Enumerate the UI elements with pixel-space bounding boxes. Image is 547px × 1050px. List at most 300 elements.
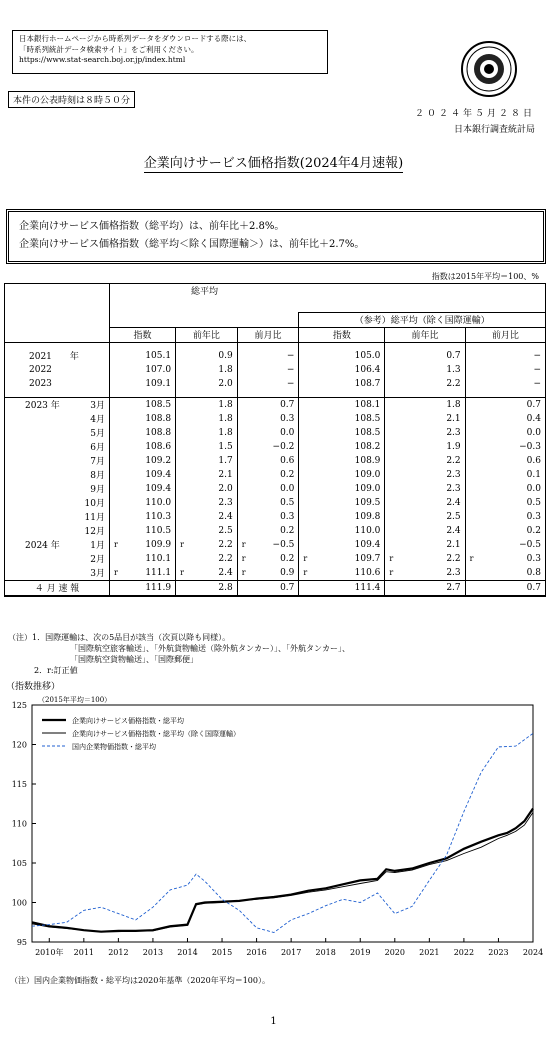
cell-v6 bbox=[465, 440, 545, 454]
x-tick-label: 2020 bbox=[384, 948, 405, 957]
cell-v5 bbox=[385, 397, 465, 412]
table-row bbox=[5, 538, 546, 552]
cell-v1 bbox=[110, 397, 176, 412]
x-tick-label: 2016 bbox=[246, 948, 267, 957]
table-row bbox=[5, 566, 546, 581]
series-line-3 bbox=[32, 733, 533, 932]
x-tick-label: 2012 bbox=[108, 948, 129, 957]
cell-value: 2.0 bbox=[218, 378, 233, 389]
cell-v6 bbox=[465, 454, 545, 468]
cell-value: 111.1 bbox=[145, 567, 172, 578]
cell-value: 0.3 bbox=[526, 553, 541, 564]
row-label bbox=[5, 524, 110, 538]
cell-value: 2.1 bbox=[218, 469, 233, 480]
table-row bbox=[5, 440, 546, 454]
cell-v1 bbox=[110, 524, 176, 538]
cell-v3 bbox=[237, 482, 299, 496]
cell-v2 bbox=[176, 454, 238, 468]
release-date: ２０２４年５月２８日 bbox=[414, 109, 535, 119]
cell-v5 bbox=[385, 552, 465, 566]
cell-value: 111.9 bbox=[145, 582, 172, 593]
table-row bbox=[5, 510, 546, 524]
cell-value: −0.5 bbox=[519, 539, 541, 550]
cell-v4 bbox=[299, 524, 385, 538]
cell-value: 0.7 bbox=[526, 399, 541, 410]
cell-value: 108.7 bbox=[354, 378, 381, 389]
x-tick-label: 2017 bbox=[280, 948, 302, 957]
legend-label-3: 国内企業物価指数・総平均 bbox=[72, 743, 156, 751]
cell-v5 bbox=[385, 496, 465, 510]
cell-v2 bbox=[176, 412, 238, 426]
cell-value: 109.8 bbox=[354, 511, 381, 522]
cell-value: 2.7 bbox=[446, 582, 461, 593]
cell-value: 108.1 bbox=[354, 399, 381, 410]
cell-v1 bbox=[110, 426, 176, 440]
cell-value: 1.7 bbox=[218, 455, 233, 466]
cell-v6 bbox=[465, 482, 545, 496]
cell-v5 bbox=[385, 349, 465, 363]
cell-v2 bbox=[176, 524, 238, 538]
index-trend-chart bbox=[0, 690, 547, 965]
notice-line-1: 日本銀行ホームページから時系列データをダウンロードする際には、 bbox=[19, 34, 252, 43]
cell-v1 bbox=[110, 510, 176, 524]
cell-value: 0.9 bbox=[218, 350, 233, 361]
revised-flag: r bbox=[303, 553, 308, 563]
cell-value: 105.0 bbox=[354, 350, 381, 361]
cell-v6 bbox=[465, 496, 545, 510]
row-month: 8月 bbox=[90, 471, 105, 481]
cell-value: 0.3 bbox=[280, 511, 295, 522]
cell-value: 109.0 bbox=[354, 483, 381, 494]
cell-value: 0.0 bbox=[280, 483, 295, 494]
cell-value: 0.7 bbox=[526, 582, 541, 593]
cell-value: 1.8 bbox=[218, 413, 233, 424]
cell-value: 0.2 bbox=[280, 469, 295, 480]
cell-value: 108.8 bbox=[145, 413, 172, 424]
row-label bbox=[5, 552, 110, 566]
cell-value: −0.2 bbox=[272, 441, 295, 452]
cell-v5 bbox=[385, 566, 465, 581]
cell-value: 2.3 bbox=[446, 469, 461, 480]
row-label bbox=[5, 426, 110, 440]
row-month: 10月 bbox=[84, 499, 105, 509]
revised-flag: r bbox=[114, 539, 118, 549]
x-tick-label: 2010年 bbox=[35, 948, 64, 957]
row-month: 2月 bbox=[90, 555, 105, 565]
summary-line-2: 企業向けサービス価格指数（総平均＜除く国際運輸＞）は、前年比＋2.7%。 bbox=[19, 239, 365, 250]
cell-v3 bbox=[237, 538, 299, 552]
cell-value: 0.8 bbox=[526, 567, 541, 578]
cell-value: 109.4 bbox=[145, 483, 172, 494]
col-header-yoy-ex: 前年比 bbox=[385, 327, 465, 342]
cell-v4 bbox=[299, 510, 385, 524]
cell-value: − bbox=[533, 378, 541, 389]
cell-value: 110.6 bbox=[354, 567, 381, 578]
cell-v2 bbox=[176, 426, 238, 440]
cell-v4 bbox=[299, 496, 385, 510]
cell-value: 109.9 bbox=[145, 539, 172, 550]
cell-v3 bbox=[237, 397, 299, 412]
cell-v4 bbox=[299, 552, 385, 566]
cell-v1 bbox=[110, 363, 176, 377]
cell-value: − bbox=[533, 364, 541, 375]
cell-v1 bbox=[110, 552, 176, 566]
page-number: 1 bbox=[270, 1016, 277, 1027]
table-notes bbox=[8, 632, 350, 676]
cell-value: 1.9 bbox=[446, 441, 461, 452]
publication-time-notice: 本件の公表時刻は８時５０分 bbox=[8, 91, 135, 108]
cell-value: 2.2 bbox=[446, 378, 461, 389]
cell-v3 bbox=[237, 496, 299, 510]
revised-flag: r bbox=[303, 567, 308, 577]
cell-v3 bbox=[237, 412, 299, 426]
cell-v6 bbox=[465, 468, 545, 482]
row-label bbox=[5, 468, 110, 482]
cell-v5 bbox=[385, 363, 465, 377]
cell-v4 bbox=[299, 363, 385, 377]
revised-flag: r bbox=[180, 567, 184, 577]
x-tick-label: 2018 bbox=[315, 948, 336, 957]
cell-value: 2.1 bbox=[446, 539, 461, 550]
col-header-index: 指数 bbox=[110, 327, 176, 342]
cell-v4 bbox=[299, 412, 385, 426]
cell-value: 0.2 bbox=[280, 525, 295, 536]
cell-v2 bbox=[176, 397, 238, 412]
cell-value: 2.2 bbox=[446, 553, 461, 564]
note-1: （注）1．国際運輸は、次の5品目が該当（次頁以降も同様）。 bbox=[8, 633, 231, 642]
cell-v4 bbox=[299, 377, 385, 391]
cell-v4 bbox=[299, 426, 385, 440]
latest-v3 bbox=[237, 580, 299, 596]
cell-value: 2.3 bbox=[218, 497, 233, 508]
cell-value: 109.4 bbox=[354, 539, 381, 550]
cell-value: 0.0 bbox=[526, 483, 541, 494]
row-year: 2023 年 bbox=[25, 401, 60, 411]
cell-value: 110.3 bbox=[145, 511, 172, 522]
cell-v6 bbox=[465, 363, 545, 377]
row-label bbox=[5, 412, 110, 426]
series-line-2 bbox=[32, 812, 533, 931]
cell-v3 bbox=[237, 524, 299, 538]
cell-value: − bbox=[286, 364, 295, 375]
cell-value: 0.3 bbox=[280, 413, 295, 424]
boj-seal-icon bbox=[460, 40, 518, 98]
cell-v1 bbox=[110, 468, 176, 482]
row-month: 5月 bbox=[90, 429, 105, 439]
table-row bbox=[5, 496, 546, 510]
plot-frame bbox=[32, 705, 533, 942]
cell-value: 106.4 bbox=[354, 364, 381, 375]
cell-v1 bbox=[110, 440, 176, 454]
cell-v2 bbox=[176, 496, 238, 510]
row-label: 2022 bbox=[5, 363, 110, 377]
table-row bbox=[5, 412, 546, 426]
cell-v6 bbox=[465, 510, 545, 524]
cell-value: 109.2 bbox=[145, 455, 172, 466]
cell-value: 1.8 bbox=[446, 399, 461, 410]
table-row bbox=[5, 468, 546, 482]
row-month: 1月 bbox=[90, 541, 105, 551]
cell-value: 2.2 bbox=[446, 455, 461, 466]
row-month: 3月 bbox=[90, 401, 105, 411]
notice-url-link[interactable]: https://www.stat-search.boj.or.jp/index.html bbox=[19, 55, 186, 64]
revised-flag: r bbox=[241, 553, 246, 563]
revised-flag: r bbox=[469, 553, 474, 563]
cell-value: 110.0 bbox=[354, 525, 381, 536]
table-row bbox=[5, 552, 546, 566]
cell-value: 0.2 bbox=[526, 525, 541, 536]
cell-v4 bbox=[299, 566, 385, 581]
cell-value: 110.5 bbox=[145, 525, 172, 536]
x-tick-label: 2022 bbox=[453, 948, 475, 957]
cell-value: 108.2 bbox=[354, 441, 381, 452]
cell-v4 bbox=[299, 454, 385, 468]
x-tick-label: 2023 bbox=[488, 948, 509, 957]
table-row bbox=[5, 524, 546, 538]
cell-value: 2.5 bbox=[218, 525, 233, 536]
cell-v3 bbox=[237, 440, 299, 454]
note-1b: 「国際航空貨物輸送」、「国際郵便」 bbox=[70, 655, 198, 664]
y-tick-label: 95 bbox=[16, 938, 27, 947]
cell-value: 2.8 bbox=[218, 582, 233, 593]
cell-v1 bbox=[110, 349, 176, 363]
cell-value: 108.5 bbox=[354, 413, 381, 424]
cell-value: 0.5 bbox=[526, 497, 541, 508]
latest-row bbox=[5, 580, 546, 596]
row-label bbox=[5, 440, 110, 454]
cell-value: 0.5 bbox=[280, 497, 295, 508]
cell-v1 bbox=[110, 482, 176, 496]
cell-value: 2.2 bbox=[218, 539, 233, 550]
row-month: 11月 bbox=[84, 513, 105, 523]
cell-v5 bbox=[385, 538, 465, 552]
series-line-1 bbox=[32, 809, 533, 932]
cell-value: 2.4 bbox=[446, 525, 461, 536]
cell-value: − bbox=[286, 378, 295, 389]
cell-v2 bbox=[176, 510, 238, 524]
page-title: 企業向けサービス価格指数(2024年4月速報) bbox=[143, 156, 404, 171]
cell-value: 2.4 bbox=[218, 511, 233, 522]
row-label: 2023 bbox=[5, 377, 110, 391]
cell-value: 2.4 bbox=[218, 567, 233, 578]
x-tick-label: 2019 bbox=[350, 948, 371, 957]
cell-v3 bbox=[237, 552, 299, 566]
row-label bbox=[5, 397, 110, 412]
revised-flag: r bbox=[389, 567, 394, 577]
group-header-ex-international: （参考）総平均（除く国際運輸） bbox=[299, 312, 546, 327]
cell-v6 bbox=[465, 538, 545, 552]
cell-v2 bbox=[176, 349, 238, 363]
x-tick-label: 2021 bbox=[419, 948, 440, 957]
row-label bbox=[5, 566, 110, 581]
row-year: 2024 年 bbox=[25, 541, 60, 551]
cell-value: 108.8 bbox=[145, 427, 172, 438]
cell-v2 bbox=[176, 363, 238, 377]
cell-v6 bbox=[465, 412, 545, 426]
cell-value: 0.1 bbox=[526, 469, 541, 480]
chart-footnote: （注）国内企業物価指数・総平均は2020年基準（2020年平均＝100）。 bbox=[10, 976, 270, 985]
download-notice-box bbox=[12, 30, 328, 74]
x-tick-label: 2011 bbox=[73, 948, 95, 957]
cell-v4 bbox=[299, 538, 385, 552]
cell-v5 bbox=[385, 524, 465, 538]
x-tick-label: 2024 bbox=[522, 948, 544, 957]
cell-v1 bbox=[110, 496, 176, 510]
cell-v4 bbox=[299, 482, 385, 496]
cell-v2 bbox=[176, 377, 238, 391]
row-label bbox=[5, 454, 110, 468]
cell-value: 107.0 bbox=[145, 364, 172, 375]
summary-box bbox=[6, 209, 546, 264]
table-row bbox=[5, 349, 546, 363]
revised-flag: r bbox=[389, 553, 394, 563]
cell-value: − bbox=[286, 350, 295, 361]
cell-value: 1.8 bbox=[218, 399, 233, 410]
cell-v5 bbox=[385, 412, 465, 426]
cell-value: 109.7 bbox=[354, 553, 381, 564]
cell-value: −0.3 bbox=[519, 441, 541, 452]
table-row bbox=[5, 454, 546, 468]
cell-v2 bbox=[176, 468, 238, 482]
cell-value: 0.3 bbox=[526, 511, 541, 522]
revised-flag: r bbox=[180, 539, 184, 549]
cell-v6 bbox=[465, 552, 545, 566]
cell-v5 bbox=[385, 377, 465, 391]
cell-value: −0.5 bbox=[272, 539, 295, 550]
latest-label: ４ 月 速 報 bbox=[5, 580, 110, 596]
col-header-mom-ex: 前月比 bbox=[465, 327, 545, 342]
cell-v3 bbox=[237, 566, 299, 581]
latest-v4 bbox=[299, 580, 385, 596]
chart-section-title: （指数推移） bbox=[6, 682, 61, 692]
revised-flag: r bbox=[241, 539, 246, 549]
cell-value: 111.4 bbox=[354, 582, 381, 593]
y-tick-label: 110 bbox=[11, 819, 27, 829]
cell-v6 bbox=[465, 524, 545, 538]
cell-v6 bbox=[465, 426, 545, 440]
cell-v6 bbox=[465, 566, 545, 581]
row-month: 3月 bbox=[90, 569, 105, 579]
cell-v6 bbox=[465, 397, 545, 412]
latest-v5 bbox=[385, 580, 465, 596]
cell-value: 2.2 bbox=[218, 553, 233, 564]
cell-v2 bbox=[176, 482, 238, 496]
cell-v1 bbox=[110, 566, 176, 581]
cell-value: 0.2 bbox=[280, 553, 295, 564]
cell-value: 108.9 bbox=[354, 455, 381, 466]
latest-v6 bbox=[465, 580, 545, 596]
cell-value: 1.8 bbox=[218, 364, 233, 375]
x-tick-label: 2013 bbox=[142, 948, 164, 957]
y-tick-label: 100 bbox=[11, 898, 27, 908]
col-header-index-ex: 指数 bbox=[299, 327, 385, 342]
cell-v4 bbox=[299, 397, 385, 412]
y-tick-label: 105 bbox=[11, 859, 27, 868]
cell-value: 2.1 bbox=[446, 413, 461, 424]
cell-v5 bbox=[385, 510, 465, 524]
cell-value: 2.3 bbox=[446, 427, 461, 438]
col-header-mom: 前月比 bbox=[237, 327, 299, 342]
x-tick-label: 2014 bbox=[177, 948, 198, 957]
cell-value: 2.0 bbox=[218, 483, 233, 494]
row-label bbox=[5, 510, 110, 524]
cell-value: 110.0 bbox=[145, 497, 172, 508]
cell-value: 108.6 bbox=[145, 441, 172, 452]
cell-v3 bbox=[237, 454, 299, 468]
cell-v3 bbox=[237, 510, 299, 524]
cell-v5 bbox=[385, 482, 465, 496]
cell-value: 2.5 bbox=[446, 511, 461, 522]
cell-v2 bbox=[176, 552, 238, 566]
chart-subtitle: （2015年平均＝100） bbox=[38, 696, 112, 704]
cell-v3 bbox=[237, 468, 299, 482]
cell-v6 bbox=[465, 377, 545, 391]
cell-value: 0.7 bbox=[446, 350, 461, 361]
cell-value: 0.9 bbox=[280, 567, 295, 578]
row-month: 4月 bbox=[90, 415, 105, 425]
cell-v1 bbox=[110, 454, 176, 468]
cell-v5 bbox=[385, 454, 465, 468]
cell-value: 0.4 bbox=[526, 413, 541, 424]
department-name: 日本銀行調査統計局 bbox=[453, 125, 535, 135]
latest-v1 bbox=[110, 580, 176, 596]
cell-v4 bbox=[299, 468, 385, 482]
y-tick-label: 125 bbox=[11, 701, 27, 710]
row-month: 7月 bbox=[90, 457, 105, 467]
cell-value: 109.4 bbox=[145, 469, 172, 480]
cell-v4 bbox=[299, 349, 385, 363]
group-header-total: 総平均 bbox=[110, 284, 299, 313]
row-label bbox=[5, 496, 110, 510]
cell-v5 bbox=[385, 426, 465, 440]
cell-value: 2.3 bbox=[446, 567, 461, 578]
y-tick-label: 120 bbox=[11, 740, 27, 750]
cell-value: 0.7 bbox=[280, 582, 295, 593]
table-row bbox=[5, 482, 546, 496]
summary-line-1: 企業向けサービス価格指数（総平均）は、前年比＋2.8%。 bbox=[19, 221, 285, 232]
y-tick-label: 115 bbox=[11, 780, 27, 789]
cell-value: 0.0 bbox=[526, 427, 541, 438]
unit-note: 指数は2015年平均＝100、% bbox=[431, 272, 539, 281]
latest-v2 bbox=[176, 580, 238, 596]
cell-value: 109.1 bbox=[145, 378, 172, 389]
x-tick-label: 2015 bbox=[211, 948, 233, 957]
revised-flag: r bbox=[241, 567, 246, 577]
cell-v3 bbox=[237, 363, 299, 377]
cell-value: 0.7 bbox=[280, 399, 295, 410]
cell-value: 110.1 bbox=[145, 553, 172, 564]
row-month: 12月 bbox=[84, 527, 105, 537]
cell-v1 bbox=[110, 538, 176, 552]
table-row bbox=[5, 363, 546, 377]
table-row bbox=[5, 377, 546, 391]
revised-flag: r bbox=[114, 567, 118, 577]
cell-value: 0.6 bbox=[280, 455, 295, 466]
legend-label-1: 企業向けサービス価格指数・総平均 bbox=[72, 717, 184, 725]
row-month: 9月 bbox=[90, 485, 105, 495]
legend-label-2: 企業向けサービス価格指数・総平均（除く国際運輸） bbox=[72, 730, 240, 738]
cell-v6 bbox=[465, 349, 545, 363]
cell-v1 bbox=[110, 412, 176, 426]
cell-v5 bbox=[385, 440, 465, 454]
note-1a: 「国際航空旅客輸送」、「外航貨物輸送（除外航タンカー）」、「外航タンカー」、 bbox=[70, 644, 350, 653]
cell-value: 1.5 bbox=[218, 441, 233, 452]
cell-v5 bbox=[385, 468, 465, 482]
row-label bbox=[5, 482, 110, 496]
cell-value: 0.6 bbox=[526, 455, 541, 466]
notice-line-2: 「時系列統計データ検索サイト」をご利用ください。 bbox=[19, 44, 199, 54]
cell-value: 1.8 bbox=[218, 427, 233, 438]
